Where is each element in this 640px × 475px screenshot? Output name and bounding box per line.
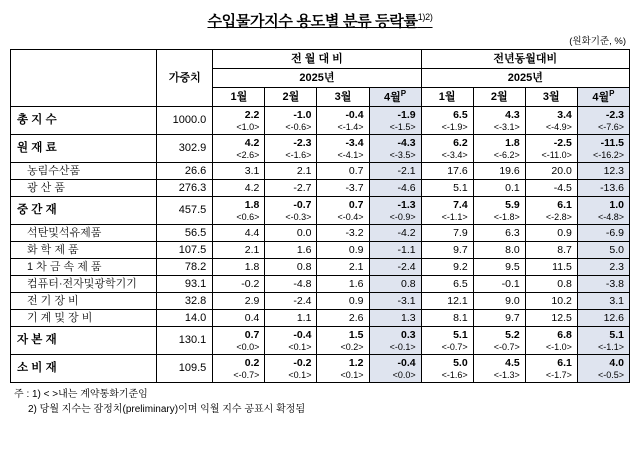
- cell-yoy-m4: 1.0 <-4.8>: [577, 197, 629, 225]
- cell-mom-m4: -3.1: [369, 293, 421, 310]
- header-mom-month-3: 3월: [317, 88, 369, 107]
- cell-mom-m2: -0.4 <0.1>: [265, 327, 317, 355]
- cell-yoy-m1: 7.9: [421, 225, 473, 242]
- table-row: [11, 355, 630, 383]
- cell-mom-m1: -0.2: [213, 276, 265, 293]
- cell-yoy-m2: 9.0: [473, 293, 525, 310]
- header-mom-month-1: 1월: [213, 88, 265, 107]
- header-mom-month-4: 4월$^P$: [369, 88, 421, 107]
- cell-yoy-m2: 4.5 <-1.3>: [473, 355, 525, 383]
- row-label: 기 계 및 장 비: [11, 310, 157, 327]
- header-yoy-month-3: 3월: [525, 88, 577, 107]
- page-title-footnote-marker: 1)2): [417, 12, 433, 22]
- cell-mom-m3: 1.2 <0.1>: [317, 355, 369, 383]
- header-mom-month-2: 2월: [265, 88, 317, 107]
- cell-yoy-m2: 9.5: [473, 259, 525, 276]
- cell-mom-m2: 1.1: [265, 310, 317, 327]
- row-label: 소 비 재: [11, 355, 157, 383]
- cell-yoy-m4: 5.0: [577, 242, 629, 259]
- header-blank-corner: [11, 50, 157, 107]
- cell-yoy-m4: 12.3: [577, 163, 629, 180]
- table-row: [11, 225, 630, 242]
- footnote-2: 2) 당월 지수는 잠정치(preliminary)이며 익월 지수 공표시 확정됨: [28, 403, 306, 415]
- row-label: 화 학 제 품: [11, 242, 157, 259]
- cell-yoy-m1: 9.7: [421, 242, 473, 259]
- cell-yoy-m3: 6.1 <-2.8>: [525, 197, 577, 225]
- cell-yoy-m4: 3.1: [577, 293, 629, 310]
- row-weight: 56.5: [157, 225, 213, 242]
- cell-mom-m4: 1.3: [369, 310, 421, 327]
- row-weight: 32.8: [157, 293, 213, 310]
- cell-yoy-m2: 6.3: [473, 225, 525, 242]
- cell-yoy-m1: 8.1: [421, 310, 473, 327]
- cell-yoy-m3: 3.4 <-4.9>: [525, 107, 577, 135]
- row-label: 농림수산품: [11, 163, 157, 180]
- cell-mom-m2: -2.7: [265, 180, 317, 197]
- cell-mom-m4: 0.3 <-0.1>: [369, 327, 421, 355]
- cell-mom-m1: 2.1: [213, 242, 265, 259]
- index-change-table: [10, 49, 630, 383]
- unit-note: (원화기준, %): [569, 36, 626, 47]
- cell-mom-m4: -4.3 <-3.5>: [369, 135, 421, 163]
- header-weight: 가중치: [157, 50, 213, 107]
- cell-yoy-m3: 11.5: [525, 259, 577, 276]
- cell-yoy-m1: 5.1 <-0.7>: [421, 327, 473, 355]
- cell-yoy-m1: 9.2: [421, 259, 473, 276]
- table-row: [11, 310, 630, 327]
- cell-yoy-m2: 5.2 <-0.7>: [473, 327, 525, 355]
- table-row: [11, 259, 630, 276]
- header-yoy-month-2: 2월: [473, 88, 525, 107]
- cell-mom-m3: -0.4 <-1.4>: [317, 107, 369, 135]
- cell-mom-m2: -4.8: [265, 276, 317, 293]
- cell-mom-m3: 0.7 <-0.4>: [317, 197, 369, 225]
- row-weight: 78.2: [157, 259, 213, 276]
- cell-mom-m4: -2.4: [369, 259, 421, 276]
- cell-yoy-m3: 6.1 <-1.7>: [525, 355, 577, 383]
- cell-mom-m3: 0.9: [317, 293, 369, 310]
- cell-yoy-m2: 8.0: [473, 242, 525, 259]
- cell-mom-m2: -2.4: [265, 293, 317, 310]
- cell-mom-m1: 3.1: [213, 163, 265, 180]
- header-group-mom: 전 월 대 비: [213, 50, 421, 69]
- cell-mom-m2: 0.0: [265, 225, 317, 242]
- row-label: 석탄및석유제품: [11, 225, 157, 242]
- cell-yoy-m4: -11.5 <-16.2>: [577, 135, 629, 163]
- row-weight: 457.5: [157, 197, 213, 225]
- cell-mom-m4: -2.1: [369, 163, 421, 180]
- cell-yoy-m4: 12.6: [577, 310, 629, 327]
- row-label: 1 차 금 속 제 품: [11, 259, 157, 276]
- table-header-row-1: [11, 50, 630, 69]
- table-body: [11, 107, 630, 383]
- page-title-text: 수입물가지수 용도별 분류 등락률: [207, 13, 418, 30]
- cell-mom-m1: 4.2 <2.6>: [213, 135, 265, 163]
- cell-yoy-m1: 6.5 <-1.9>: [421, 107, 473, 135]
- cell-yoy-m2: 9.7: [473, 310, 525, 327]
- cell-yoy-m4: -2.3 <-7.6>: [577, 107, 629, 135]
- cell-mom-m2: -0.2 <0.1>: [265, 355, 317, 383]
- cell-yoy-m4: -6.9: [577, 225, 629, 242]
- cell-mom-m3: 0.9: [317, 242, 369, 259]
- cell-yoy-m2: -0.1: [473, 276, 525, 293]
- row-weight: 26.6: [157, 163, 213, 180]
- cell-yoy-m3: -4.5: [525, 180, 577, 197]
- row-label: 자 본 재: [11, 327, 157, 355]
- cell-mom-m2: 0.8: [265, 259, 317, 276]
- cell-mom-m1: 4.2: [213, 180, 265, 197]
- table-row: [11, 276, 630, 293]
- cell-yoy-m3: 10.2: [525, 293, 577, 310]
- row-label: 중 간 재: [11, 197, 157, 225]
- cell-yoy-m2: 5.9 <-1.8>: [473, 197, 525, 225]
- cell-yoy-m1: 12.1: [421, 293, 473, 310]
- cell-mom-m1: 1.8: [213, 259, 265, 276]
- cell-yoy-m1: 17.6: [421, 163, 473, 180]
- table-row: [11, 197, 630, 225]
- cell-yoy-m2: 0.1: [473, 180, 525, 197]
- cell-yoy-m1: 7.4 <-1.1>: [421, 197, 473, 225]
- cell-yoy-m2: 4.3 <-3.1>: [473, 107, 525, 135]
- cell-mom-m1: 2.2 <1.0>: [213, 107, 265, 135]
- cell-mom-m3: -3.7: [317, 180, 369, 197]
- cell-yoy-m4: 4.0 <-0.5>: [577, 355, 629, 383]
- row-weight: 93.1: [157, 276, 213, 293]
- cell-mom-m3: 0.7: [317, 163, 369, 180]
- row-label: 전 기 장 비: [11, 293, 157, 310]
- row-weight: 130.1: [157, 327, 213, 355]
- table-row: [11, 293, 630, 310]
- cell-mom-m2: -0.7 <-0.3>: [265, 197, 317, 225]
- cell-yoy-m3: 12.5: [525, 310, 577, 327]
- table-row: [11, 327, 630, 355]
- row-weight: 302.9: [157, 135, 213, 163]
- cell-yoy-m3: 0.9: [525, 225, 577, 242]
- row-weight: 14.0: [157, 310, 213, 327]
- cell-yoy-m4: 5.1 <-1.1>: [577, 327, 629, 355]
- row-label: 광 산 품: [11, 180, 157, 197]
- cell-yoy-m4: 2.3: [577, 259, 629, 276]
- cell-mom-m1: 1.8 <0.6>: [213, 197, 265, 225]
- cell-yoy-m1: 5.1: [421, 180, 473, 197]
- row-weight: 1000.0: [157, 107, 213, 135]
- cell-mom-m2: -1.0 <-0.6>: [265, 107, 317, 135]
- header-group-yoy: 전년동월대비: [421, 50, 629, 69]
- header-year-mom: 2025년: [213, 69, 421, 88]
- table-row: [11, 135, 630, 163]
- cell-mom-m2: 2.1: [265, 163, 317, 180]
- cell-mom-m4: -0.4 <0.0>: [369, 355, 421, 383]
- cell-yoy-m2: 19.6: [473, 163, 525, 180]
- cell-mom-m1: 0.2 <-0.7>: [213, 355, 265, 383]
- row-label: 원 재 료: [11, 135, 157, 163]
- cell-yoy-m1: 6.5: [421, 276, 473, 293]
- header-yoy-month-1: 1월: [421, 88, 473, 107]
- cell-mom-m4: -1.1: [369, 242, 421, 259]
- cell-mom-m3: 2.6: [317, 310, 369, 327]
- cell-mom-m4: -4.6: [369, 180, 421, 197]
- row-weight: 276.3: [157, 180, 213, 197]
- cell-yoy-m2: 1.8 <-6.2>: [473, 135, 525, 163]
- cell-mom-m3: -3.2: [317, 225, 369, 242]
- cell-yoy-m3: -2.5 <-11.0>: [525, 135, 577, 163]
- header-year-yoy: 2025년: [421, 69, 629, 88]
- header-yoy-month-4: 4월$^P$: [577, 88, 629, 107]
- cell-mom-m1: 4.4: [213, 225, 265, 242]
- cell-yoy-m4: -13.6: [577, 180, 629, 197]
- cell-yoy-m3: 6.8 <-1.0>: [525, 327, 577, 355]
- cell-mom-m4: -1.9 <-1.5>: [369, 107, 421, 135]
- cell-mom-m4: 0.8: [369, 276, 421, 293]
- page-title: [10, 10, 630, 31]
- cell-yoy-m1: 5.0 <-1.6>: [421, 355, 473, 383]
- cell-yoy-m4: -3.8: [577, 276, 629, 293]
- cell-mom-m1: 2.9: [213, 293, 265, 310]
- row-weight: 109.5: [157, 355, 213, 383]
- cell-yoy-m3: 8.7: [525, 242, 577, 259]
- cell-mom-m2: 1.6: [265, 242, 317, 259]
- cell-mom-m4: -4.2: [369, 225, 421, 242]
- cell-mom-m3: 1.6: [317, 276, 369, 293]
- cell-mom-m2: -2.3 <-1.6>: [265, 135, 317, 163]
- cell-mom-m1: 0.7 <0.0>: [213, 327, 265, 355]
- table-row: [11, 163, 630, 180]
- table-row: [11, 107, 630, 135]
- cell-mom-m1: 0.4: [213, 310, 265, 327]
- row-weight: 107.5: [157, 242, 213, 259]
- cell-mom-m3: -3.4 <-4.1>: [317, 135, 369, 163]
- cell-mom-m3: 1.5 <0.2>: [317, 327, 369, 355]
- cell-mom-m4: -1.3 <-0.9>: [369, 197, 421, 225]
- footnote-1: 주 : 1) < >내는 계약통화기준임: [14, 389, 148, 400]
- row-label: 총 지 수: [11, 107, 157, 135]
- cell-yoy-m3: 20.0: [525, 163, 577, 180]
- cell-yoy-m3: 0.8: [525, 276, 577, 293]
- cell-mom-m3: 2.1: [317, 259, 369, 276]
- row-label: 컴퓨터·전자및광학기기: [11, 276, 157, 293]
- table-row: [11, 242, 630, 259]
- table-row: [11, 180, 630, 197]
- cell-yoy-m1: 6.2 <-3.4>: [421, 135, 473, 163]
- footnotes: [10, 388, 630, 417]
